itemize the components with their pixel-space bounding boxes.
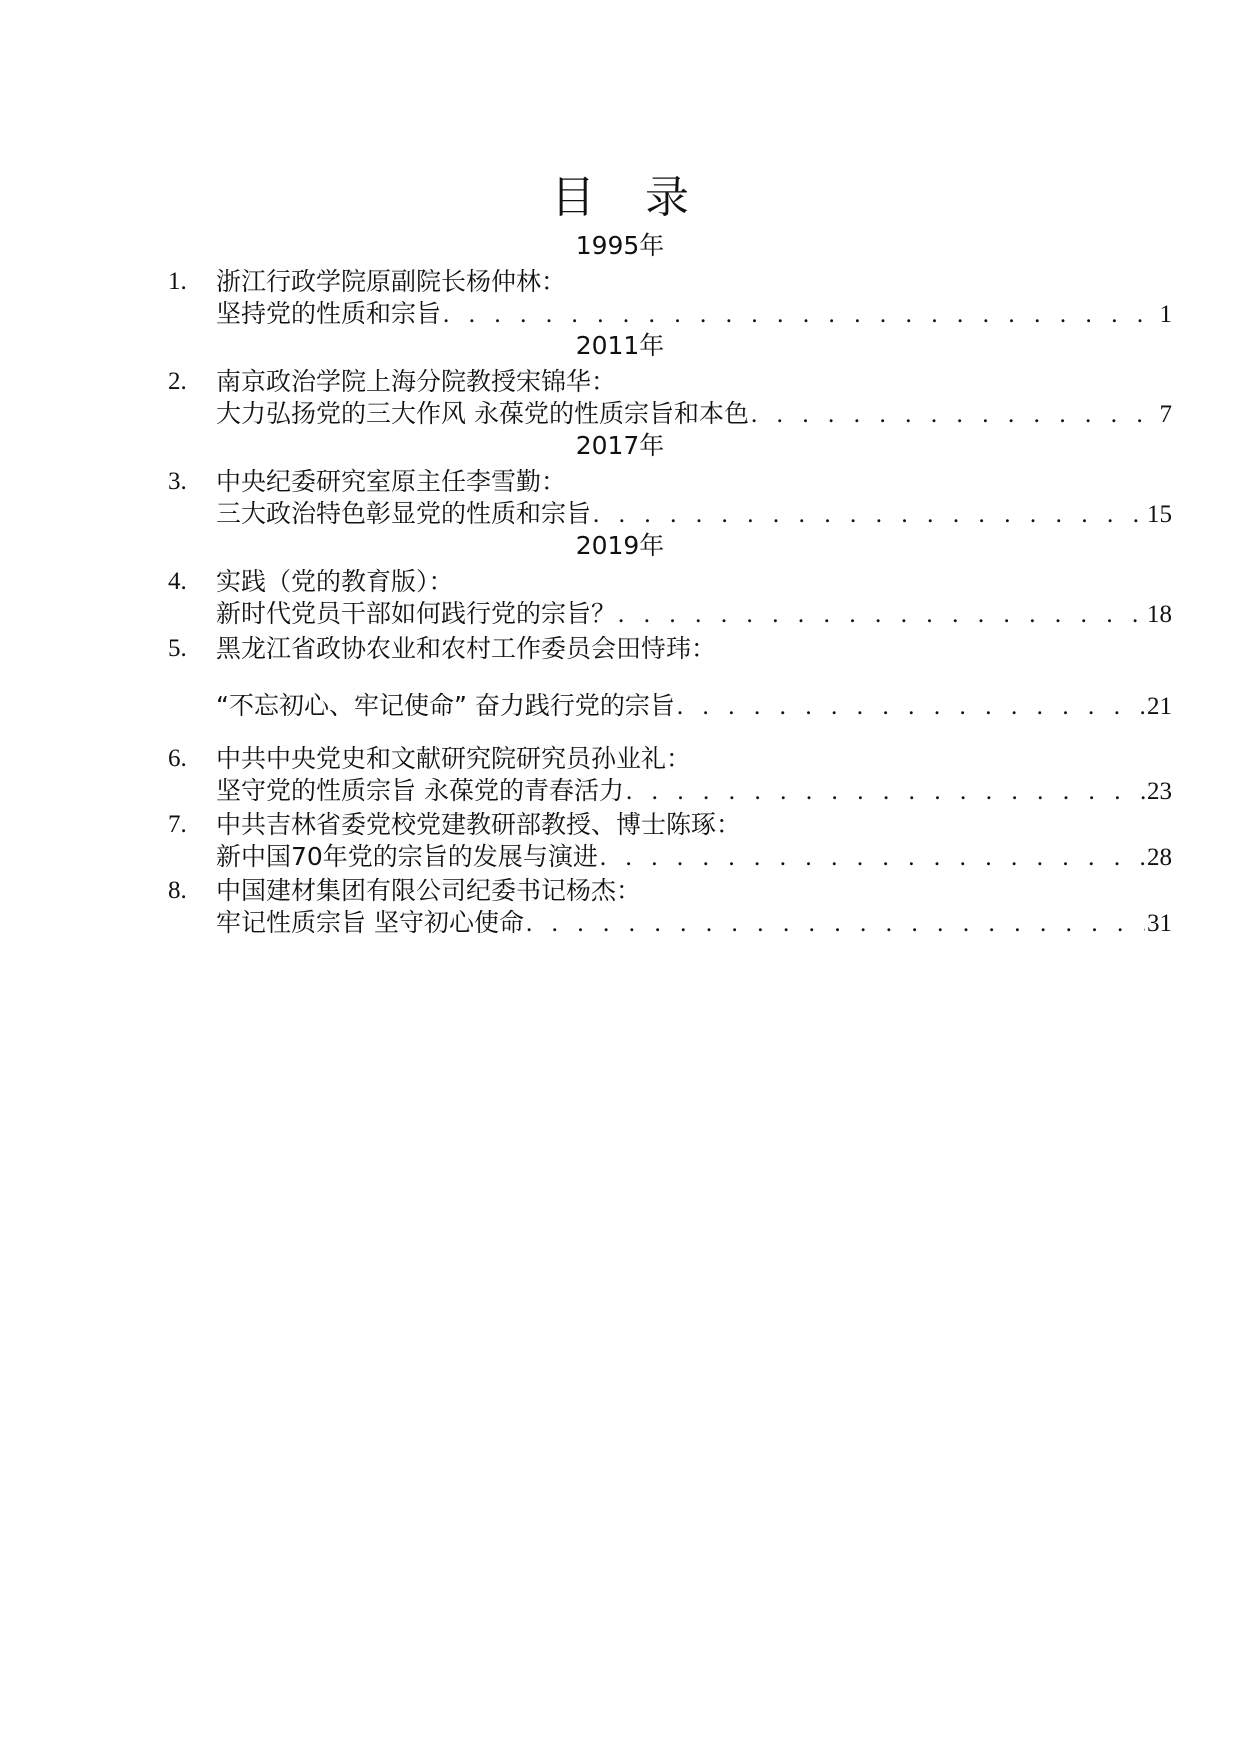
entry-page-number: 28 xyxy=(1147,844,1172,871)
entry-number: 3. xyxy=(168,468,187,495)
entry-page-number: 15 xyxy=(1147,501,1172,528)
year-heading-2017: 2017年 xyxy=(575,431,665,460)
toc-entry-3[interactable] xyxy=(216,498,1172,531)
entry-title: 新中国70年党的宗旨的发展与演进 xyxy=(216,842,598,871)
toc-entry-4[interactable] xyxy=(216,598,1172,631)
entry-title: 大力弘扬党的三大作风 永葆党的性质宗旨和本色 xyxy=(216,399,749,428)
entry-number: 1. xyxy=(168,268,187,295)
dot-leader xyxy=(618,599,1145,631)
entry-author: 黑龙江省政协农业和农村工作委员会田恃玮： xyxy=(216,634,717,663)
toc-entry-1[interactable] xyxy=(216,298,1172,331)
entry-author: 中共吉林省委党校党建教研部教授、博士陈琢： xyxy=(216,810,742,839)
dot-leader xyxy=(443,299,1157,331)
entry-title: 坚守党的性质宗旨 永葆党的青春活力 xyxy=(216,776,624,805)
dot-leader xyxy=(677,691,1145,723)
year-heading-2019: 2019年 xyxy=(575,531,665,560)
entry-author: 南京政治学院上海分院教授宋锦华： xyxy=(216,367,617,396)
toc-entry-6[interactable] xyxy=(216,775,1172,808)
dot-leader xyxy=(751,399,1158,431)
toc-entry-5[interactable] xyxy=(216,690,1172,723)
entry-author: 中共中央党史和文献研究院研究员孙业礼： xyxy=(216,744,692,773)
entry-page-number: 21 xyxy=(1147,693,1172,720)
year-heading-2011: 2011年 xyxy=(575,331,665,360)
entry-number: 4. xyxy=(168,568,187,595)
entry-author: 中央纪委研究室原主任李雪勤： xyxy=(216,467,567,496)
dot-leader xyxy=(593,499,1145,531)
entry-number: 8. xyxy=(168,877,187,904)
entry-page-number: 18 xyxy=(1147,601,1172,628)
toc-title: 目 录 xyxy=(551,172,707,223)
toc-entry-8[interactable] xyxy=(216,907,1172,940)
entry-page-number: 7 xyxy=(1159,401,1172,428)
entry-number: 6. xyxy=(168,745,187,772)
entry-author: 实践（党的教育版）： xyxy=(216,567,454,596)
entry-title: 坚持党的性质和宗旨 xyxy=(216,299,442,328)
dot-leader xyxy=(600,842,1145,874)
entry-page-number: 31 xyxy=(1147,910,1172,937)
entry-number: 7. xyxy=(168,811,187,838)
dot-leader xyxy=(626,776,1145,808)
toc-entry-7[interactable] xyxy=(216,841,1172,874)
entry-page-number: 23 xyxy=(1147,778,1172,805)
entry-title: 三大政治特色彰显党的性质和宗旨 xyxy=(216,499,592,528)
entry-title: 新时代党员干部如何践行党的宗旨？ xyxy=(216,599,617,628)
dot-leader xyxy=(526,908,1145,940)
entry-author: 中国建材集团有限公司纪委书记杨杰： xyxy=(216,876,642,905)
entry-page-number: 1 xyxy=(1159,301,1172,328)
entry-title: “不忘初心、牢记使命” 奋力践行党的宗旨 xyxy=(216,691,675,720)
entry-number: 2. xyxy=(168,368,187,395)
toc-entry-2[interactable] xyxy=(216,398,1172,431)
year-heading-1995: 1995年 xyxy=(575,231,665,260)
entry-title: 牢记性质宗旨 坚守初心使命 xyxy=(216,908,524,937)
entry-number: 5. xyxy=(168,635,187,662)
entry-author: 浙江行政学院原副院长杨仲林： xyxy=(216,267,567,296)
